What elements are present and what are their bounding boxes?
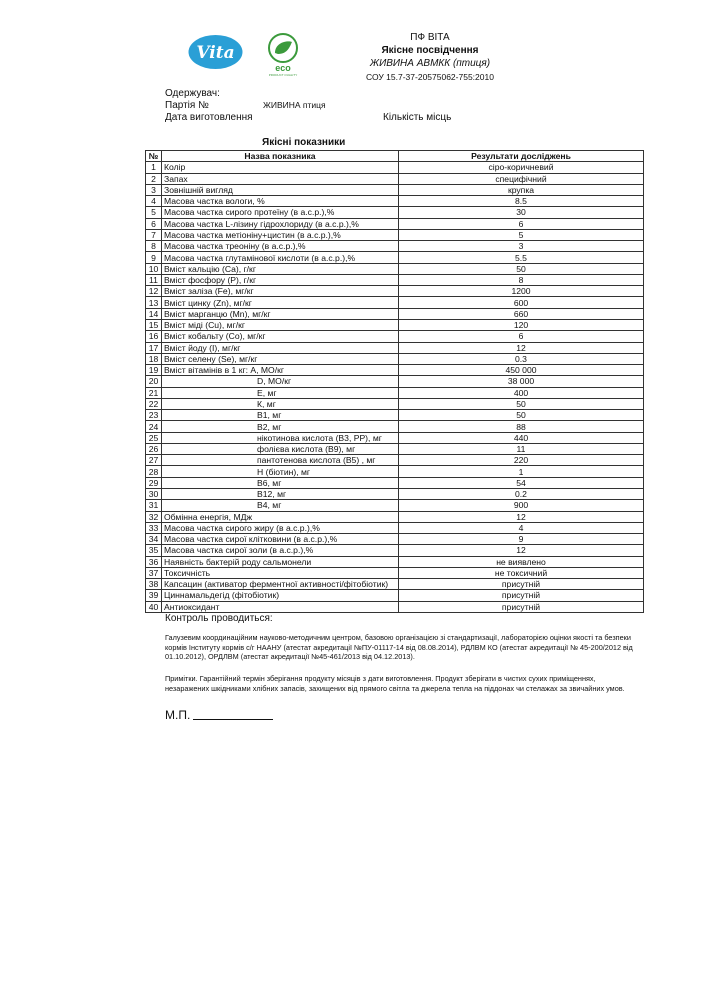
row-number: 8 xyxy=(146,241,162,252)
row-result: 9 xyxy=(399,534,644,545)
table-row xyxy=(146,545,644,556)
table-header-row xyxy=(146,151,644,162)
row-number: 5 xyxy=(146,207,162,218)
row-result: 11 xyxy=(399,443,644,454)
row-number: 34 xyxy=(146,534,162,545)
table-row xyxy=(146,229,644,240)
eco-logo-caption: PRODUCT QUALITY xyxy=(268,73,298,76)
row-number: 31 xyxy=(146,500,162,511)
vita-logo xyxy=(188,34,243,70)
row-result: 4 xyxy=(399,522,644,533)
row-number: 1 xyxy=(146,162,162,173)
row-indicator-name: Вміст заліза (Fe), мг/кг xyxy=(162,286,399,297)
table-row xyxy=(146,579,644,590)
row-result: 12 xyxy=(399,511,644,522)
table-row xyxy=(146,522,644,533)
row-result: 88 xyxy=(399,421,644,432)
row-indicator-name: В2, мг xyxy=(162,421,399,432)
row-indicator-name: Вміст кобальту (Co), мг/кг xyxy=(162,331,399,342)
row-indicator-name: Масова частка треоніну (в а.с.р.),% xyxy=(162,241,399,252)
batch-value: ЖИВИНА птиця xyxy=(263,100,326,110)
row-number: 40 xyxy=(146,601,162,612)
table-row xyxy=(146,455,644,466)
row-result: 6 xyxy=(399,331,644,342)
row-result: 400 xyxy=(399,387,644,398)
table-row xyxy=(146,319,644,330)
row-result: 6 xyxy=(399,218,644,229)
table-row xyxy=(146,353,644,364)
row-number: 3 xyxy=(146,184,162,195)
row-indicator-name: Масова частка L-лізину гідрохлориду (в а.с.р.),% xyxy=(162,218,399,229)
col-header-name: Назва показника xyxy=(162,151,399,162)
table-row xyxy=(146,466,644,477)
stamp-label: М.П. xyxy=(165,708,191,722)
row-indicator-name: Вміст селену (Se), мг/кг xyxy=(162,353,399,364)
row-result: 8.5 xyxy=(399,196,644,207)
row-indicator-name: Капсацин (активатор ферментної активності/фітобіотик) xyxy=(162,579,399,590)
row-result: 1 xyxy=(399,466,644,477)
row-result: 54 xyxy=(399,477,644,488)
table-row xyxy=(146,556,644,567)
row-indicator-name: фолієва кислота (В9), мг xyxy=(162,443,399,454)
row-indicator-name: Антиоксидант xyxy=(162,601,399,612)
row-number: 19 xyxy=(146,365,162,376)
row-indicator-name: нікотинова кислота (В3, РР), мг xyxy=(162,432,399,443)
row-result: 50 xyxy=(399,398,644,409)
table-row xyxy=(146,162,644,173)
eco-logo-text: eco xyxy=(275,63,291,73)
control-text: Галузевим координаційним науково-методичним центром, базовою організацією зі стандартизації, лабораторією оцінки якості та безпеки кормів Інституту кормів с/г НААНУ (атестат акредитації №ПУ-01117-14 від 08.08.2014), РДЛВМ КО (атестат акредитації № 45-200/2012 від 01.10.2012), ОРДЛВМ (атестат акредитації №45-461/2013 від 04.12.2013). xyxy=(165,633,633,661)
row-result: 0.3 xyxy=(399,353,644,364)
col-header-result: Результати досліджень xyxy=(399,151,644,162)
row-result: 12 xyxy=(399,545,644,556)
row-indicator-name: В1, мг xyxy=(162,410,399,421)
row-result: не токсичний xyxy=(399,567,644,578)
row-result: 3 xyxy=(399,241,644,252)
row-number: 10 xyxy=(146,263,162,274)
standard-code: СОУ 15.7-37-20575062-755:2010 xyxy=(366,72,494,82)
table-row xyxy=(146,218,644,229)
row-number: 30 xyxy=(146,488,162,499)
table-row xyxy=(146,196,644,207)
row-number: 15 xyxy=(146,319,162,330)
row-number: 17 xyxy=(146,342,162,353)
table-row xyxy=(146,207,644,218)
row-indicator-name: Масова частка сирого жиру (в а.с.р.),% xyxy=(162,522,399,533)
table-row xyxy=(146,398,644,409)
row-number: 27 xyxy=(146,455,162,466)
table-row xyxy=(146,534,644,545)
signature-line xyxy=(193,719,273,720)
table-row xyxy=(146,342,644,353)
row-indicator-name: Зовнішній вигляд xyxy=(162,184,399,195)
row-indicator-name: К, мг xyxy=(162,398,399,409)
row-result: присутній xyxy=(399,590,644,601)
table-row xyxy=(146,387,644,398)
row-result: 30 xyxy=(399,207,644,218)
row-result: сіро-коричневий xyxy=(399,162,644,173)
row-result: 900 xyxy=(399,500,644,511)
row-result: 1200 xyxy=(399,286,644,297)
row-number: 11 xyxy=(146,274,162,285)
row-indicator-name: Масова частка сирої клітковини (в а.с.р.),% xyxy=(162,534,399,545)
table-row xyxy=(146,488,644,499)
row-number: 32 xyxy=(146,511,162,522)
row-result: 5 xyxy=(399,229,644,240)
table-row xyxy=(146,601,644,612)
row-result: не виявлено xyxy=(399,556,644,567)
row-result: 440 xyxy=(399,432,644,443)
control-label: Контроль проводиться: xyxy=(165,613,273,624)
company-name: ПФ ВІТА xyxy=(410,32,450,43)
date-label: Дата виготовлення xyxy=(165,112,253,123)
table-row xyxy=(146,173,644,184)
vita-logo-text: Vita xyxy=(196,43,235,63)
row-result: 120 xyxy=(399,319,644,330)
row-indicator-name: D, МО/кг xyxy=(162,376,399,387)
table-row xyxy=(146,241,644,252)
row-result: специфічний xyxy=(399,173,644,184)
row-indicator-name: Е, мг xyxy=(162,387,399,398)
row-number: 24 xyxy=(146,421,162,432)
row-result: присутній xyxy=(399,579,644,590)
row-indicator-name: Обмінна енергія, МДж xyxy=(162,511,399,522)
row-number: 14 xyxy=(146,308,162,319)
table-row xyxy=(146,590,644,601)
row-number: 18 xyxy=(146,353,162,364)
table-row xyxy=(146,297,644,308)
table-row xyxy=(146,308,644,319)
table-title: Якісні показники xyxy=(262,137,346,148)
row-number: 21 xyxy=(146,387,162,398)
row-number: 6 xyxy=(146,218,162,229)
table-row xyxy=(146,376,644,387)
row-indicator-name: Масова частка вологи, % xyxy=(162,196,399,207)
row-result: 600 xyxy=(399,297,644,308)
storage-note: Примітки. Гарантійний термін зберігання продукту місяців з дати виготовлення. Продукт зберігати в чистих сухих приміщеннях, незаражених шкідниками хлібних запасів, захищених від прямого світла та джерела тепла на піддонах чи стелажах за звичайних умов. xyxy=(165,674,625,693)
product-name: ЖИВИНА АВМКК (птиця) xyxy=(369,58,491,69)
row-indicator-name: Вміст марганцю (Mn), мг/кг xyxy=(162,308,399,319)
table-row xyxy=(146,432,644,443)
table-row xyxy=(146,263,644,274)
row-indicator-name: В4, мг xyxy=(162,500,399,511)
table-row xyxy=(146,184,644,195)
table-row xyxy=(146,511,644,522)
row-number: 22 xyxy=(146,398,162,409)
row-number: 36 xyxy=(146,556,162,567)
row-number: 7 xyxy=(146,229,162,240)
row-number: 2 xyxy=(146,173,162,184)
places-label: Кількість місць xyxy=(383,112,452,123)
row-result: 660 xyxy=(399,308,644,319)
row-indicator-name: Масова частка метіоніну+цистин (в а.с.р.),% xyxy=(162,229,399,240)
row-indicator-name: Масова частка сирого протеїну (в а.с.р.),% xyxy=(162,207,399,218)
row-number: 13 xyxy=(146,297,162,308)
quality-table xyxy=(145,150,644,613)
row-result: 450 000 xyxy=(399,365,644,376)
table-row xyxy=(146,286,644,297)
row-indicator-name: Вміст вітамінів в 1 кг: А, МО/кг xyxy=(162,365,399,376)
table-row xyxy=(146,331,644,342)
row-number: 23 xyxy=(146,410,162,421)
row-indicator-name: Вміст цинку (Zn), мг/кг xyxy=(162,297,399,308)
eco-logo xyxy=(266,32,300,76)
row-result: присутній xyxy=(399,601,644,612)
row-indicator-name: Вміст йоду (I), мг/кг xyxy=(162,342,399,353)
row-number: 4 xyxy=(146,196,162,207)
row-result: 12 xyxy=(399,342,644,353)
row-number: 28 xyxy=(146,466,162,477)
table-row xyxy=(146,477,644,488)
row-number: 33 xyxy=(146,522,162,533)
table-row xyxy=(146,365,644,376)
batch-label: Партія № xyxy=(165,100,209,111)
row-number: 35 xyxy=(146,545,162,556)
table-row xyxy=(146,443,644,454)
row-result: крупка xyxy=(399,184,644,195)
row-indicator-name: Циннамальдегід (фітобіотик) xyxy=(162,590,399,601)
row-indicator-name: В6, мг xyxy=(162,477,399,488)
row-indicator-name: Масова частка сирої золи (в а.с.р.),% xyxy=(162,545,399,556)
row-number: 29 xyxy=(146,477,162,488)
col-header-number: № xyxy=(146,151,162,162)
row-indicator-name: Масова частка глутамінової кислоти (в а.с.р.),% xyxy=(162,252,399,263)
row-indicator-name: Колір xyxy=(162,162,399,173)
row-indicator-name: Вміст кальцію (Са), г/кг xyxy=(162,263,399,274)
row-number: 38 xyxy=(146,579,162,590)
row-indicator-name: Н (біотин), мг xyxy=(162,466,399,477)
row-indicator-name: Запах xyxy=(162,173,399,184)
table-row xyxy=(146,252,644,263)
row-result: 8 xyxy=(399,274,644,285)
row-indicator-name: Наявність бактерій роду сальмонели xyxy=(162,556,399,567)
recipient-label: Одержувач: xyxy=(165,88,220,99)
row-number: 25 xyxy=(146,432,162,443)
row-result: 50 xyxy=(399,263,644,274)
row-indicator-name: Токсичність xyxy=(162,567,399,578)
row-indicator-name: пантотенова кислота (В5) , мг xyxy=(162,455,399,466)
row-number: 20 xyxy=(146,376,162,387)
table-row xyxy=(146,500,644,511)
row-result: 220 xyxy=(399,455,644,466)
row-number: 16 xyxy=(146,331,162,342)
row-number: 39 xyxy=(146,590,162,601)
row-number: 26 xyxy=(146,443,162,454)
row-result: 5.5 xyxy=(399,252,644,263)
row-indicator-name: В12, мг xyxy=(162,488,399,499)
table-row xyxy=(146,274,644,285)
table-row xyxy=(146,567,644,578)
row-number: 37 xyxy=(146,567,162,578)
document-title: Якісне посвідчення xyxy=(381,45,479,56)
row-number: 12 xyxy=(146,286,162,297)
row-result: 50 xyxy=(399,410,644,421)
table-row xyxy=(146,421,644,432)
row-indicator-name: Вміст міді (Cu), мг/кг xyxy=(162,319,399,330)
row-number: 9 xyxy=(146,252,162,263)
row-indicator-name: Вміст фосфору (Р), г/кг xyxy=(162,274,399,285)
row-result: 38 000 xyxy=(399,376,644,387)
table-row xyxy=(146,410,644,421)
row-result: 0.2 xyxy=(399,488,644,499)
